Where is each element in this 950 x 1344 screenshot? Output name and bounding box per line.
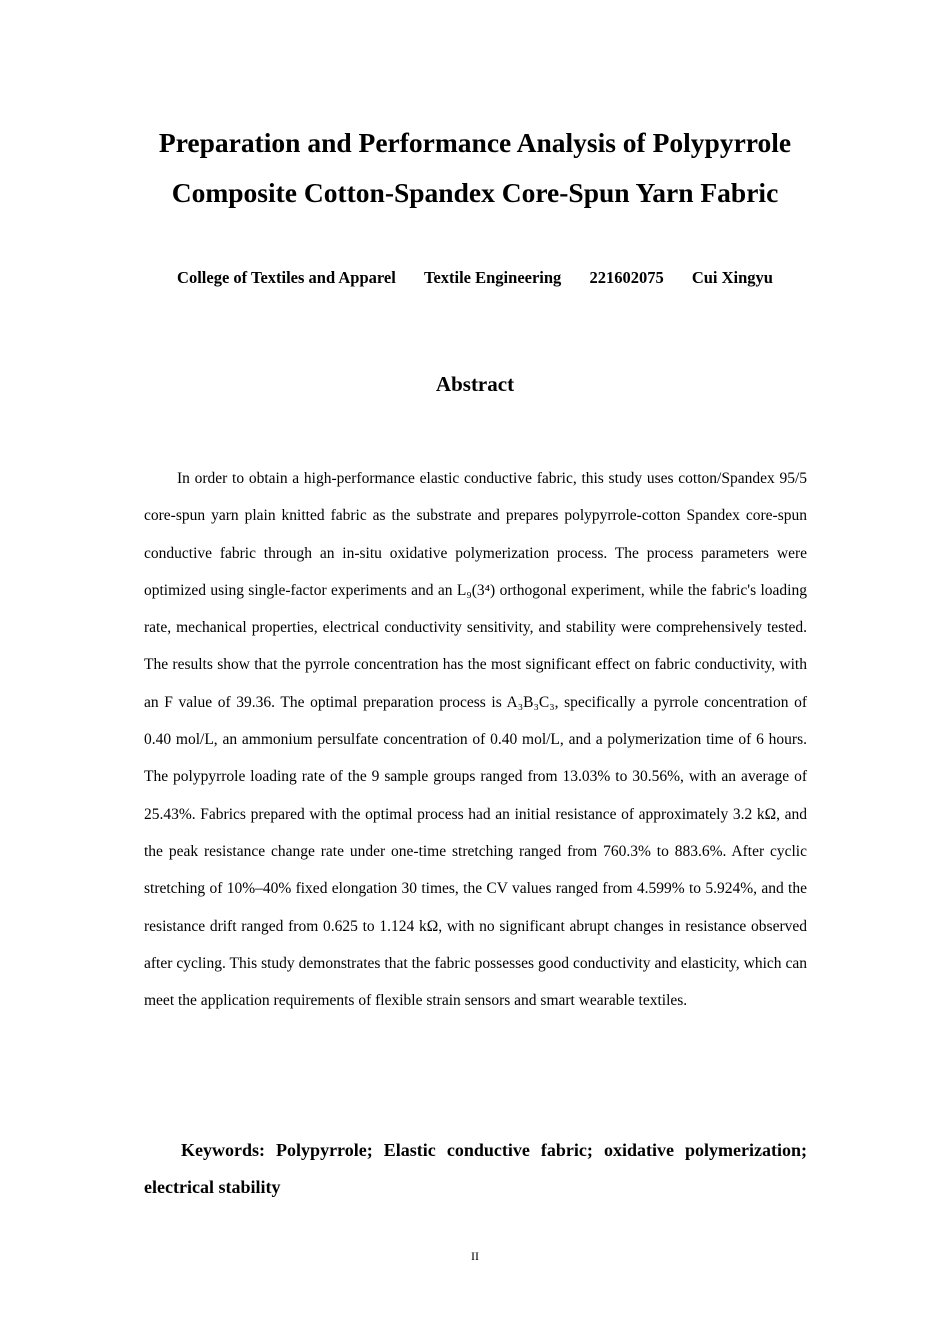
paper-title-line-1: Preparation and Performance Analysis of Polypyrrole [158,127,792,158]
author-college: College of Textiles and Apparel [177,268,396,287]
author-student-id: 221602075 [589,268,664,287]
paper-title-line-2: Composite Cotton-Spandex Core-Spun Yarn Fabric [171,177,779,208]
keywords: Keywords: Polypyrrole; Elastic conductive fabric; oxidative polymerization; electrical stability [144,1140,807,1197]
author-name: Cui Xingyu [691,268,773,287]
page-number: II [471,1249,479,1263]
author-info [0,266,950,290]
paper-title [100,118,850,218]
abstract-heading: Abstract [435,372,515,396]
author-major: Textile Engineering [423,268,562,287]
abstract-body: In order to obtain a high-performance elastic conductive fabric, this study uses cotton/Spandex 95/5 core-spun yarn plain knitted fabric as the substrate and prepares polypyrrole-cotton Spandex core-spun conductive fabric through an in-situ oxidative polymerization process. The process parameters were optimized using single-factor experiments and an L₉(3⁴) orthogonal experiment, while the fabric's loading rate, mechanical properties, electrical conductivity sensitivity, and stability were comprehensively tested. The results show that the pyrrole concentration has the most significant effect on fabric conductivity, with an F value of 39.36. The optimal preparation process is A₃B₃C₃, specifically a pyrrole concentration of 0.40 mol/L, an ammonium persulfate concentration of 0.40 mol/L, and a polymerization time of 6 hours. The polypyrrole loading rate of the 9 sample groups ranged from 13.03% to 30.56%, with an average of 25.43%. Fabrics prepared with the optimal process had an initial resistance of approximately 3.2 kΩ, and the peak resistance change rate under one-time stretching ranged from 760.3% to 883.6%. After cyclic stretching of 10%–40% fixed elongation 30 times, the CV values ranged from 4.599% to 5.924%, and the resistance drift ranged from 0.625 to 1.124 kΩ, with no significant abrupt changes in resistance observed after cycling. This study demonstrates that the fabric possesses good conductivity and elasticity, which can meet the application requirements of flexible strain sensors and smart wearable textiles. [144,470,807,1010]
